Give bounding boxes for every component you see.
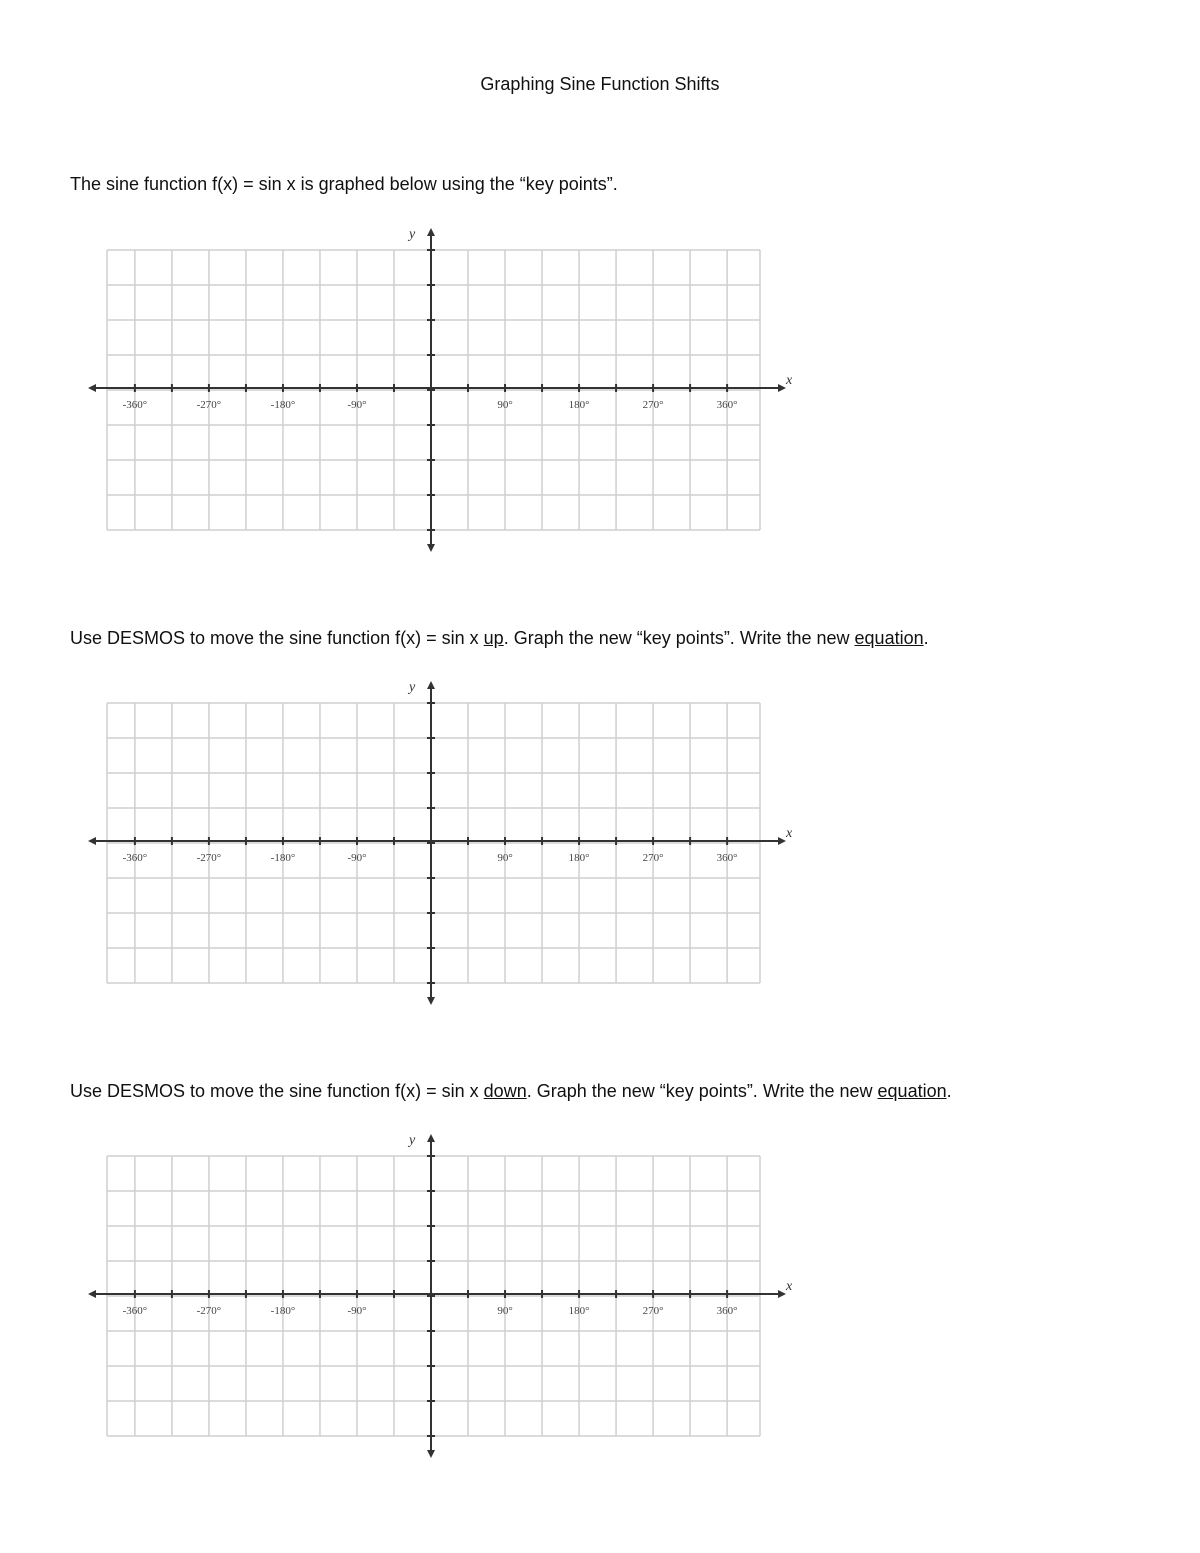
x-tick-label: -270° [196,852,222,864]
x-tick-label: 360° [716,852,738,864]
x-axis-arrow-right [778,837,786,845]
x-tick-label: -180° [270,852,296,864]
prompt-2 [70,628,929,649]
x-tick-label: -180° [270,1305,296,1317]
prompt-1 [70,174,618,195]
x-tick-label: 90° [497,399,513,411]
y-axis-arrow-down [427,997,435,1005]
x-tick-label: -270° [196,1305,222,1317]
coordinate-plane [80,220,800,560]
x-tick-label: -180° [270,399,296,411]
x-tick-label: 90° [497,852,513,864]
underlined-word: equation [877,1081,947,1101]
x-tick-label: -360° [122,1305,148,1317]
x-axis-arrow-left [88,1290,96,1298]
underlined-word: up [483,628,504,648]
x-tick-label: 180° [568,399,590,411]
y-axis-label: y [409,227,416,242]
x-axis-label: x [786,1279,793,1294]
prompt-text: . [923,628,929,648]
y-axis-label: y [409,680,416,695]
x-axis-label: x [786,373,793,388]
x-tick-label: -90° [347,1305,367,1317]
underlined-word: equation [854,628,924,648]
x-tick-label: 270° [642,1305,664,1317]
graph-3 [80,1126,800,1466]
y-axis-arrow-up [427,228,435,236]
y-axis-arrow-down [427,1450,435,1458]
x-tick-label: 270° [642,399,664,411]
x-tick-label: 180° [568,852,590,864]
x-tick-label: 90° [497,1305,513,1317]
x-axis-arrow-left [88,837,96,845]
x-tick-label: -360° [122,852,148,864]
prompt-3 [70,1081,952,1102]
page-title: Graphing Sine Function Shifts [480,74,720,94]
x-tick-label: 270° [642,852,664,864]
x-axis-arrow-right [778,1290,786,1298]
x-tick-label: -270° [196,399,222,411]
x-axis-label: x [786,826,793,841]
underlined-word: down [483,1081,527,1101]
x-tick-label: -90° [347,852,367,864]
x-tick-label: 360° [716,1305,738,1317]
prompt-text: . Graph the new “key points”. Write the new [526,1081,878,1101]
x-tick-label: 180° [568,1305,590,1317]
x-tick-label: -360° [122,399,148,411]
graph-2 [80,673,800,1013]
prompt-text: Use DESMOS to move the sine function f(x) = sin x [70,1081,484,1101]
y-axis-arrow-up [427,1134,435,1142]
y-axis-arrow-down [427,544,435,552]
prompt-text: The sine function f(x) = sin x is graphed below using the “key points”. [70,174,618,194]
x-axis-arrow-left [88,384,96,392]
x-axis-arrow-right [778,384,786,392]
x-tick-label: -90° [347,399,367,411]
y-axis-arrow-up [427,681,435,689]
coordinate-plane [80,1126,800,1466]
prompt-text: . [946,1081,952,1101]
graph-1 [80,220,800,560]
x-tick-label: 360° [716,399,738,411]
coordinate-plane [80,673,800,1013]
y-axis-label: y [409,1133,416,1148]
prompt-text: . Graph the new “key points”. Write the new [503,628,855,648]
prompt-text: Use DESMOS to move the sine function f(x) = sin x [70,628,484,648]
